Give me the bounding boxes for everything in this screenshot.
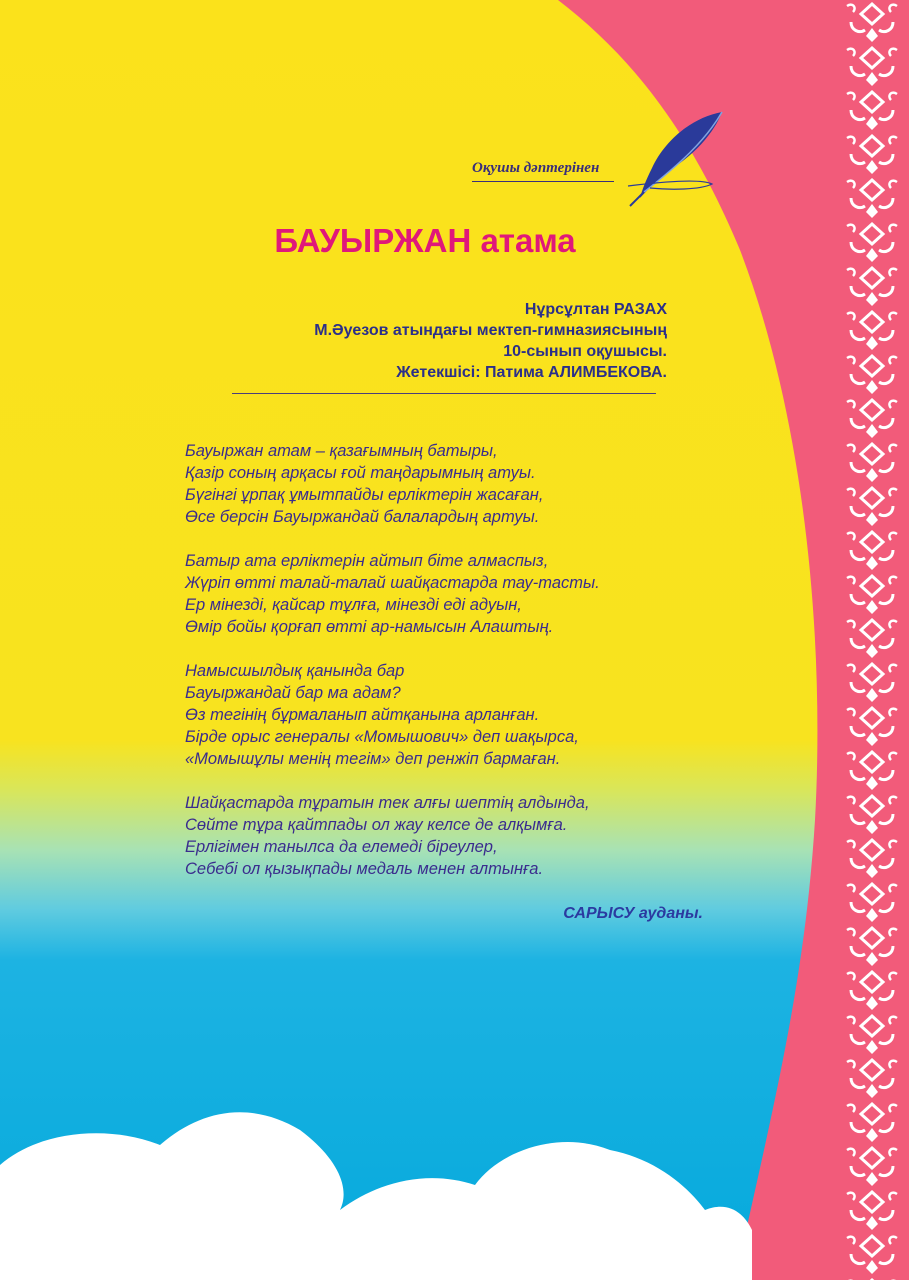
section-label: Оқушы дәптерінен bbox=[472, 160, 600, 176]
poem-line: Ер мінезді, қайсар тұлға, мінезді еді адуын, bbox=[185, 596, 522, 614]
poem-line: Себебі ол қызықпады медаль менен алтынға. bbox=[185, 860, 544, 878]
poem-line: «Момышұлы менің тегім» деп ренжіп бармаған. bbox=[185, 750, 561, 768]
ornament-border bbox=[845, 0, 899, 1280]
poem-line: Намысшылдық қанында бар bbox=[185, 662, 405, 680]
poem-line: Бүгінгі ұрпақ ұмытпайды ерліктерін жасаған, bbox=[185, 486, 544, 504]
poem-stanza bbox=[185, 440, 600, 528]
author-divider bbox=[232, 393, 656, 394]
poem-line: Өмір бойы қорғап өтті ар-намысын Алаштың. bbox=[185, 618, 554, 636]
poem-line: Өсе берсін Бауыржандай балалардың артуы. bbox=[185, 508, 540, 526]
section-underline bbox=[472, 181, 614, 182]
poem-body bbox=[185, 440, 600, 902]
author-block bbox=[314, 299, 667, 383]
author-supervisor: Жетекшісі: Патима АЛИМБЕКОВА. bbox=[396, 364, 667, 381]
poem-line: Өз тегінің бұрмаланып айтқанына арланған. bbox=[185, 706, 540, 724]
poem-line: Бауыржандай бар ма адам? bbox=[185, 684, 401, 702]
poem-line: Шайқастарда тұратын тек алғы шептің алдында, bbox=[185, 794, 590, 812]
poem-title: БАУЫРЖАН атама bbox=[274, 222, 576, 259]
poem-line: Сөйте тұра қайтпады ол жау келсе де алқымға. bbox=[185, 816, 568, 834]
poem-line: Жүріп өтті талай-талай шайқастарда тау-тасты. bbox=[185, 574, 600, 592]
poem-line: Бауыржан атам – қазағымның батыры, bbox=[185, 442, 498, 460]
author-school: М.Әуезов атындағы мектеп-гимназиясының bbox=[314, 322, 667, 339]
signature: САРЫСУ ауданы. bbox=[563, 905, 703, 922]
poem-line: Бірде орыс генералы «Момышович» деп шақырса, bbox=[185, 728, 579, 746]
poem-line: Батыр ата ерліктерін айтып біте алмаспыз, bbox=[185, 552, 549, 570]
poem-line: Ерлігімен танылса да елемеді біреулер, bbox=[185, 838, 498, 856]
poem-stanza bbox=[185, 550, 600, 638]
poem-stanza bbox=[185, 660, 600, 770]
author-name: Нұрсұлтан РАЗАХ bbox=[524, 301, 667, 318]
poem-stanza bbox=[185, 792, 600, 880]
poem-line: Қазір соның арқасы ғой таңдарымның атуы. bbox=[185, 464, 536, 482]
cloud-shape bbox=[0, 1112, 752, 1280]
author-grade: 10-сынып оқушысы. bbox=[503, 343, 667, 360]
